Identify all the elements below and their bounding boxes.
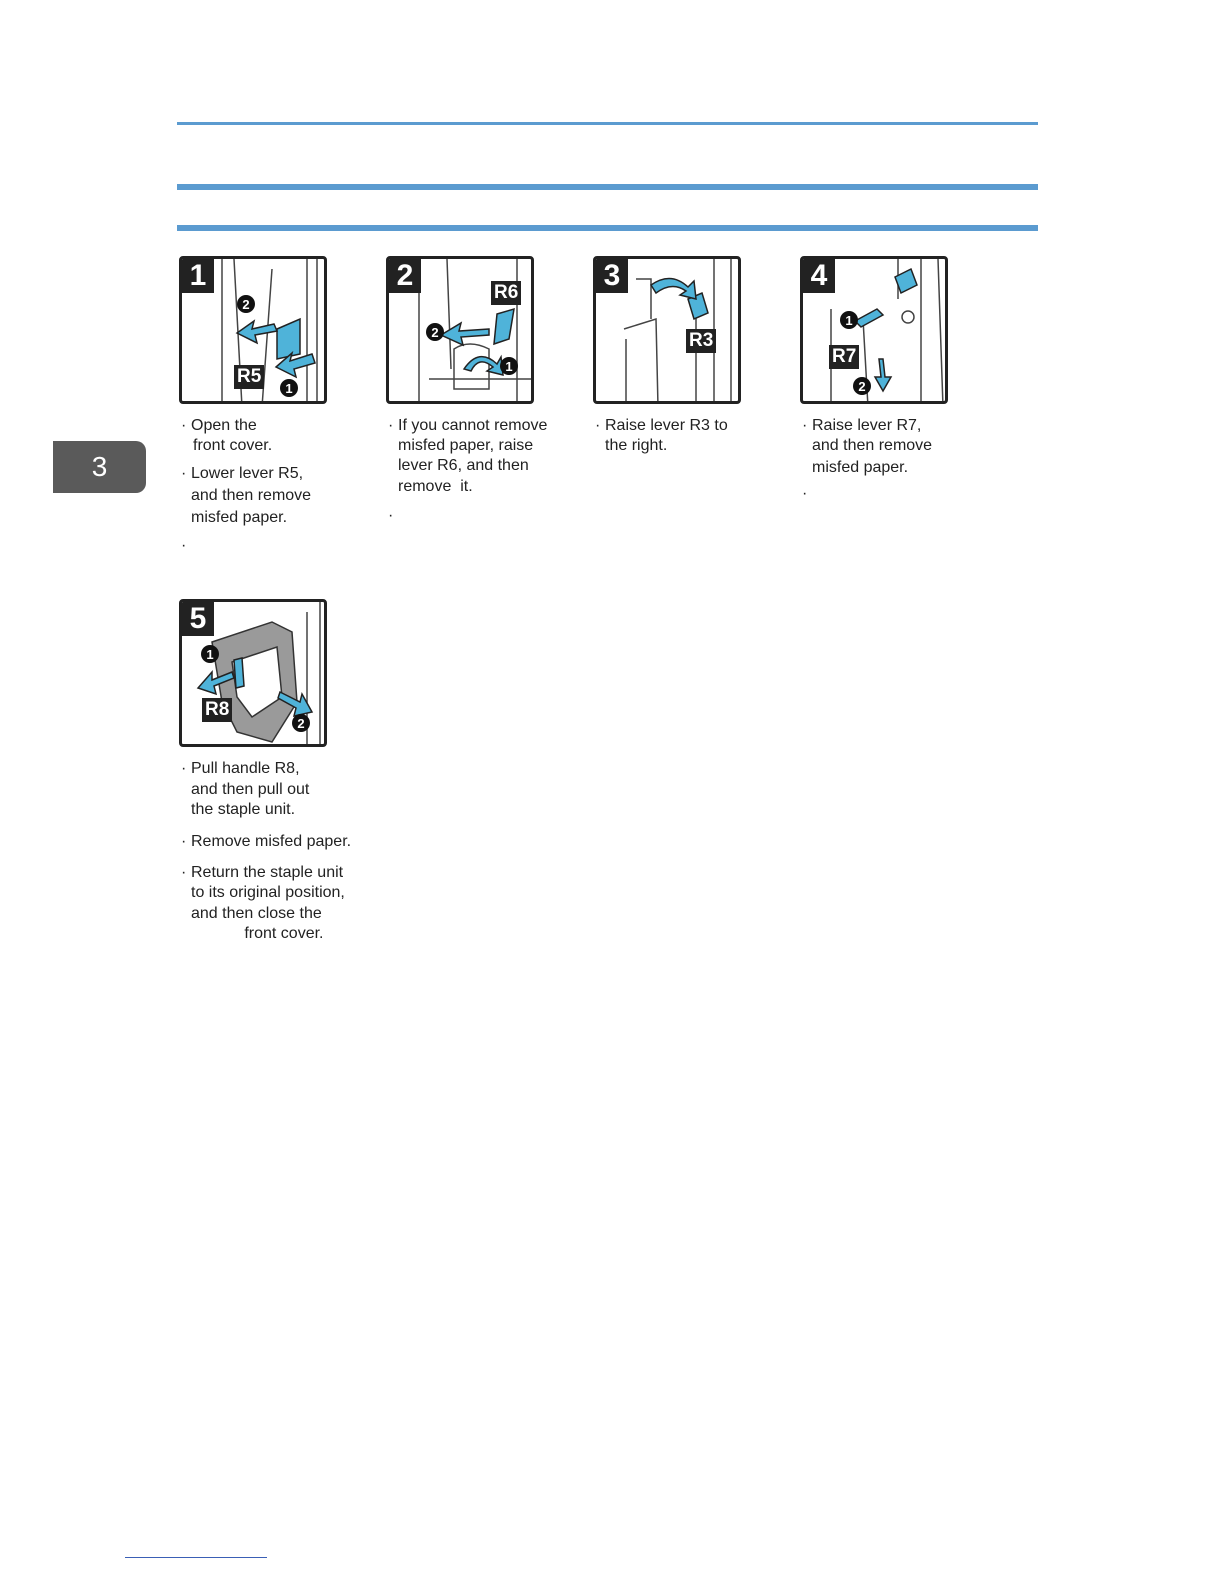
footer-link-underline <box>125 1557 267 1558</box>
instruction-line: front cover. <box>193 437 273 454</box>
bullet: · <box>388 417 394 434</box>
bullet: · <box>181 537 187 554</box>
lever-label: R7 <box>829 345 859 369</box>
instruction-line: misfed paper. <box>812 459 909 476</box>
step-number: 3 <box>596 259 628 293</box>
step-2-instructions <box>388 416 568 526</box>
bullet: · <box>595 417 601 434</box>
instruction-line: If you cannot remove <box>398 417 548 434</box>
callout-circle: 2 <box>426 323 444 341</box>
callout-circle: 1 <box>500 357 518 375</box>
instruction-line: Pull handle R8, <box>191 760 300 777</box>
step-2-illustration <box>386 256 534 404</box>
instruction-line: and then remove <box>812 437 933 454</box>
instruction-line: Lower lever R5, <box>191 465 304 482</box>
instruction-line: front cover. <box>191 925 324 942</box>
bullet: · <box>181 760 187 777</box>
step-5-illustration <box>179 599 327 747</box>
header-rule-thin <box>177 122 1038 125</box>
instruction-line: and then pull out <box>191 781 310 798</box>
callout-circle: 2 <box>853 377 871 395</box>
section-rule <box>177 225 1038 231</box>
instruction-line: the staple unit. <box>191 801 296 818</box>
step-3-illustration <box>593 256 741 404</box>
instruction-line: Open the <box>191 417 257 434</box>
instruction-line: Return the staple unit <box>191 864 344 881</box>
step-number: 5 <box>182 602 214 636</box>
bullet: · <box>388 507 394 524</box>
chapter-number: 3 <box>91 451 108 482</box>
bullet: · <box>802 485 808 502</box>
bullet: · <box>181 465 187 482</box>
callout-circle: 1 <box>201 645 219 663</box>
instruction-line: to its original position, <box>191 884 345 901</box>
bullet: · <box>181 833 187 850</box>
step-number: 4 <box>803 259 835 293</box>
instruction-line: the right. <box>605 437 668 454</box>
instruction-line: Raise lever R3 to <box>605 417 728 434</box>
header-rule-thick <box>177 184 1038 190</box>
chapter-tab <box>53 441 146 493</box>
step-number: 1 <box>182 259 214 293</box>
lever-label: R3 <box>686 329 716 353</box>
step-1-illustration <box>179 256 327 404</box>
bullet: · <box>181 417 187 434</box>
instruction-line: Remove misfed paper. <box>191 833 352 850</box>
lever-label: R6 <box>491 281 521 305</box>
step-4-instructions <box>802 416 972 506</box>
lever-label: R8 <box>202 698 232 722</box>
callout-circle: 2 <box>292 714 310 732</box>
callout-circle: 1 <box>280 379 298 397</box>
step-number: 2 <box>389 259 421 293</box>
instruction-line: and then remove <box>191 487 312 504</box>
callout-circle: 2 <box>237 295 255 313</box>
instruction-line: Raise lever R7, <box>812 417 922 434</box>
step-5-instructions <box>181 759 361 945</box>
bullet: · <box>181 864 187 881</box>
instruction-line: misfed paper, raise <box>398 437 534 454</box>
callout-circle: 1 <box>840 311 858 329</box>
instruction-line: and then close the <box>191 905 322 922</box>
instruction-line: misfed paper. <box>191 509 288 526</box>
step-1-instructions <box>181 416 356 556</box>
step-4-illustration <box>800 256 948 404</box>
instruction-line: remove it. <box>398 478 473 495</box>
instruction-line: lever R6, and then <box>398 457 529 474</box>
step-3-instructions <box>595 416 765 460</box>
bullet: · <box>802 417 808 434</box>
lever-label: R5 <box>234 365 264 389</box>
